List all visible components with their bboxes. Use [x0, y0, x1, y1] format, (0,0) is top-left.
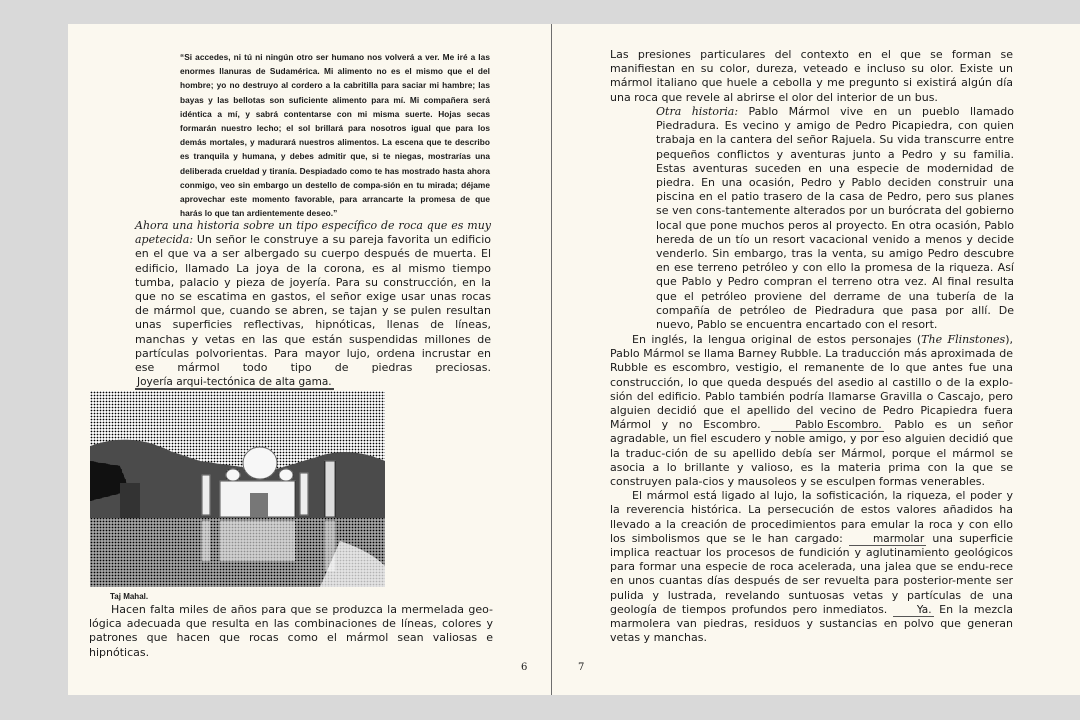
- right-page: [552, 24, 1080, 695]
- left-paragraph-1: [135, 219, 491, 390]
- para2-part-c: Pablo es un señor agradable, un fiel escudero y noble amigo, y por eso alguien decidió que la traduc-ción de su apellido debía ser Mármol, porque el mármol se asocia a lo brillante y valioso, es la materia prima con la que se construyen pala-cios y mausoleos y se esculpen formas venerables.: [610, 418, 1013, 489]
- para2-part-a: En inglés, la lengua original de estos personajes (: [632, 333, 922, 346]
- right-paragraphs: [610, 333, 1013, 645]
- left-paragraph-2: Hacen falta miles de años para que se produzca la mermelada geo-lógica adecuada que resulta en las combinaciones de líneas, colores y patrones que hacen que rocas como el mármol sean valiosas e hipnóticas.: [89, 603, 493, 659]
- right-paragraph-1: Las presiones particulares del contexto en el que se forman se manifiestan en su color, dureza, veteado e incluso su olor. Existe un mármol italiano que huele a cebolla y me pregunto si existirá algún día una roca que revele al abrirse el olor del interior de un bus.: [610, 48, 1013, 104]
- book-spread: [68, 24, 1080, 695]
- page-number-left: 6: [521, 662, 528, 673]
- annotation-marmolar: marmolar: [849, 534, 926, 546]
- page-number-right: 7: [578, 662, 585, 673]
- taj-mahal-photo: [90, 391, 385, 587]
- story-lead-italic: Ahora una historia sobre un tipo específico de roca que es muy apetecida:: [135, 219, 491, 247]
- annotation-pablo-escombro: Pablo Escombro.: [771, 420, 884, 432]
- right-paragraph-2: [610, 333, 1013, 489]
- gutter-line: [551, 24, 552, 695]
- left-paragraph-1-text: Un señor le construye a su pareja favorita un edificio en el que va a ser albergado su cuerpo después de muerta. El edificio, llamado La joya de la corona, es al mismo tiempo tumba, palacio y pieza de joyería. Para su construcción, en la que no se escatima en gastos, el señor exige usar unas rocas de mármol que, cuando se abren, se tajan y se pulen resultan unas superficies reflectivas, hipnóticas, llenas de líneas, manchas y vetas en las que están suspendidas millones de partículas polvorientas. Para mayor lujo, ordena incrustar en ese mármol todo tipo de piedras preciosas.: [135, 233, 491, 375]
- frankenstein-quote: “Si accedes, ni tú ni ningún otro ser humano nos volverá a ver. Me iré a las enormes llanuras de Sudamérica. Mi alimento no es el mismo que el del hombre; yo no destruyo al cordero a la cabritilla para saciar mi hambre; las bayas y las bellotas son suficiente alimento para mí. Mi compañera será idéntica a mí, y sabrá contentarse con mi misma suerte. Hojas secas formarán nuestro lecho; el sol brillará para nosotros igual que para los demás mortales, y madurará nuestros alimentos. La escena que te describo es tranquila y humana, y debes admitir que, si te niegas, mostrarías una deliberada crueldad y tiranía. Despiadado como te has mostrado hasta ahora conmigo, veo sin embargo un destello de compa-sión en tu mirada; déjame aprovechar este momento favorable, para arrancarte la promesa de que harás lo que tan ardientemente deseo.”: [180, 52, 490, 219]
- left-page: [68, 24, 551, 695]
- photo-caption: Taj Mahal.: [110, 592, 149, 601]
- para3-part-a: El mármol está ligado al lujo, la sofisticación, la riqueza, el poder y la reverencia histórica. La persecución de estos valores añadidos ha llevado a la creación de procedimientos para emular la roca y con ello los simbolismos que se le han cargado:: [610, 489, 1013, 545]
- para3-part-b: una superficie implica reactuar los procesos de fundición y aglutinamiento geológicos para formar una especie de roca acelerada, una jalea que se endu-rece en unos cuantas días después de ser revuelta para posterior-mente ser pulida y lustrada, revelando suntuosas vetas y partículas de una geología de tiempos profundos pero inmediatos.: [610, 531, 1014, 616]
- story-text: Pablo Mármol vive en un pueblo llamado Piedradura. Es vecino y amigo de Pedro Picapiedra, con quien trabaja en la cantera del señor Rajuela. Su vida transcurre entre pequeños conflictos y aventuras junto a Pedro y su familia. Estas aventuras suceden en una especie de modernidad de piedra. En una ocasión, Pedro y Pablo deciden construir una piscina en el patio trasero de la casa de Pedro, pero sus planes se ven cons-tantemente alterados por un burócrata del gobierno local que pone muchos peros al proyecto. En otra ocasión, Pablo hereda de un tío un resort vacacional venido a menos y decide venderlo. Sin embargo, tras la venta, su amigo Pedro descubre en ese terreno petróleo y con ello la promesa de la riqueza. Así que Pablo y Pedro compran el terreno otra vez. Al final resulta que el petróleo proviene del derrame de una tubería de la compañía de petróleo de Piedradura que pasa por allí. De nuevo, Pablo se encuentra encartado con el resort.: [656, 105, 1014, 332]
- right-paragraph-3: [610, 489, 1013, 645]
- para3-part-c: En la mezcla marmolera van piedras, residuos y sustancias en polvo que generan vetas y manchas.: [610, 602, 1013, 645]
- para2-part-b: ), Pablo Mármol se llama Barney Rubble. La traducción más aproximada de Rubble es escombro, vestigio, el remanente de lo que antes fue una construcción, lo que queda después del asedio al castillo o de la explo-sión del edificio. Pablo también podría llamarse Gravilla o Cascajo, pero alguien decidió que el apellido del vecino de Pedro Picapiedra fuera Mármol y no Escombro.: [610, 333, 1013, 432]
- annotation-ya: Ya.: [893, 605, 934, 617]
- show-title: The Flinstones: [921, 333, 1006, 346]
- annotation-joyeria: Joyería arqui-tectónica de alta gama.: [137, 376, 332, 389]
- story-lead-italic-2: Otra historia:: [656, 105, 739, 118]
- right-story-block: [656, 105, 1014, 332]
